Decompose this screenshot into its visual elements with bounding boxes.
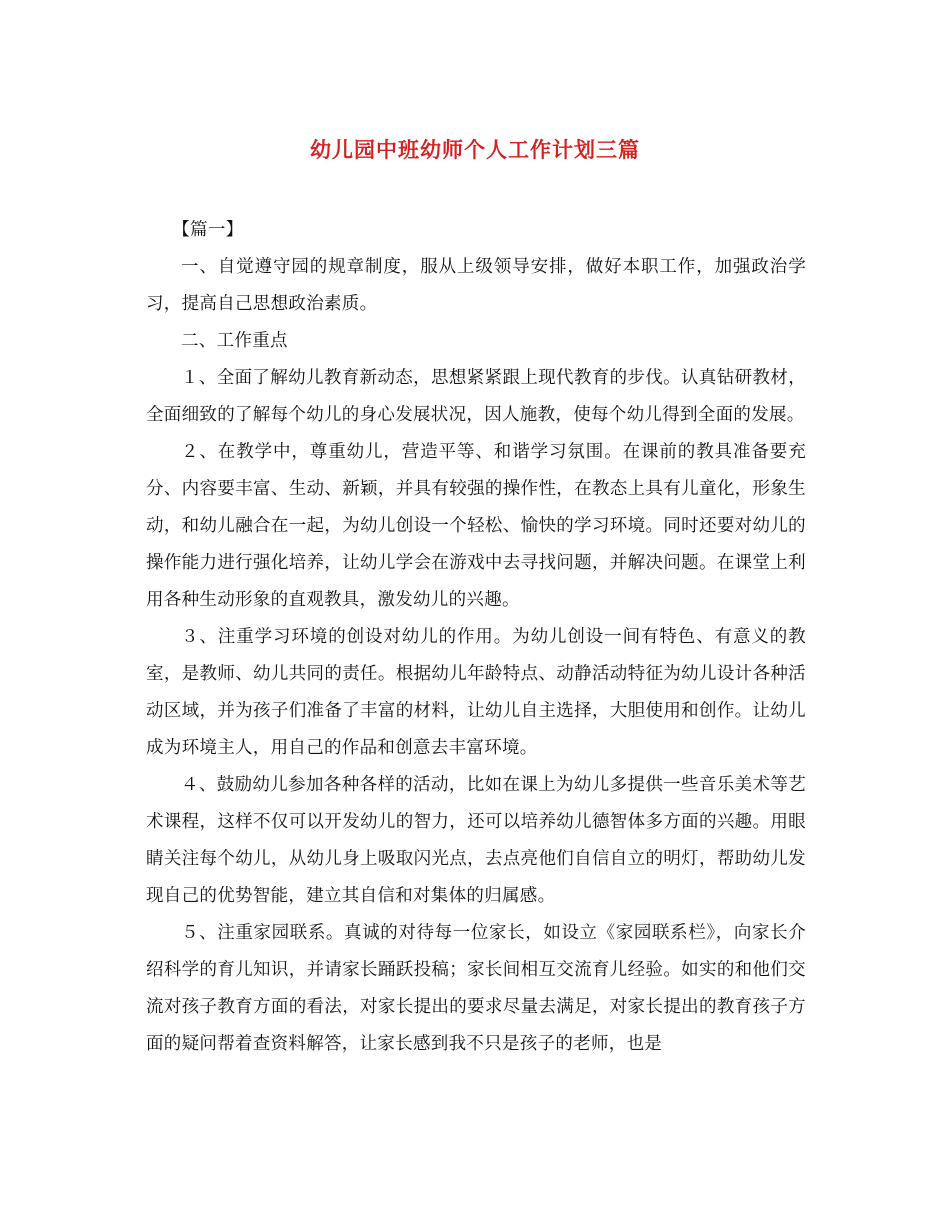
paragraph: ５、注重家园联系。真诚的对待每一位家长，如设立《家园联系栏》，向家长介绍科学的育儿知识，并请家长踊跃投稿；家长间相互交流育儿经验。如实的和他们交流对孩子教育方面的看法，对家长提出的要求尽量去满足，对家长提出的教育孩子方面的疑问帮着查资料解答，让家长感到我不只是孩子的老师，也是 (146, 923, 806, 1054)
paragraph: 二、工作重点 (181, 331, 288, 351)
paragraph: ４、鼓励幼儿参加各种各样的活动，比如在课上为幼儿多提供一些音乐美术等艺术课程，这样不仅可以开发幼儿的智力，还可以培养幼儿德智体多方面的兴趣。用眼睛关注每个幼儿，从幼儿身上吸取闪光点，去点亮他们自信自立的明灯，帮助幼儿发现自己的优势智能，建立其自信和对集体的归属感。 (146, 775, 806, 906)
paragraph: ２、在教学中，尊重幼儿，营造平等、和谐学习氛围。在课前的教具准备要充分、内容要丰富、生动、新颖，并具有较强的操作性，在教态上具有儿童化，形象生动，和幼儿融合在一起，为幼儿创设一个轻松、愉快的学习环境。同时还要对幼儿的操作能力进行强化培养，让幼儿学会在游戏中去寻找问题，并解决问题。在课堂上利用各种生动形象的直观教具，激发幼儿的兴趣。 (146, 442, 806, 610)
section-heading: 【篇一】 (172, 220, 244, 240)
paragraph: 一、自觉遵守园的规章制度，服从上级领导安排，做好本职工作，加强政治学习，提高自己思想政治素质。 (146, 257, 806, 314)
document-title: 幼儿园中班幼师个人工作计划三篇 (310, 137, 640, 162)
paragraph: １、全面了解幼儿教育新动态，思想紧紧跟上现代教育的步伐。认真钻研教材，全面细致的了解每个幼儿的身心发展状况，因人施教，使每个幼儿得到全面的发展。 (146, 368, 806, 425)
paragraph: ３、注重学习环境的创设对幼儿的作用。为幼儿创设一间有特色、有意义的教室，是教师、幼儿共同的责任。根据幼儿年龄特点、动静活动特征为幼儿设计各种活动区域，并为孩子们准备了丰富的材料，让幼儿自主选择，大胆使用和创作。让幼儿成为环境主人，用自己的作品和创意去丰富环境。 (146, 627, 806, 758)
document-body (146, 212, 806, 1063)
